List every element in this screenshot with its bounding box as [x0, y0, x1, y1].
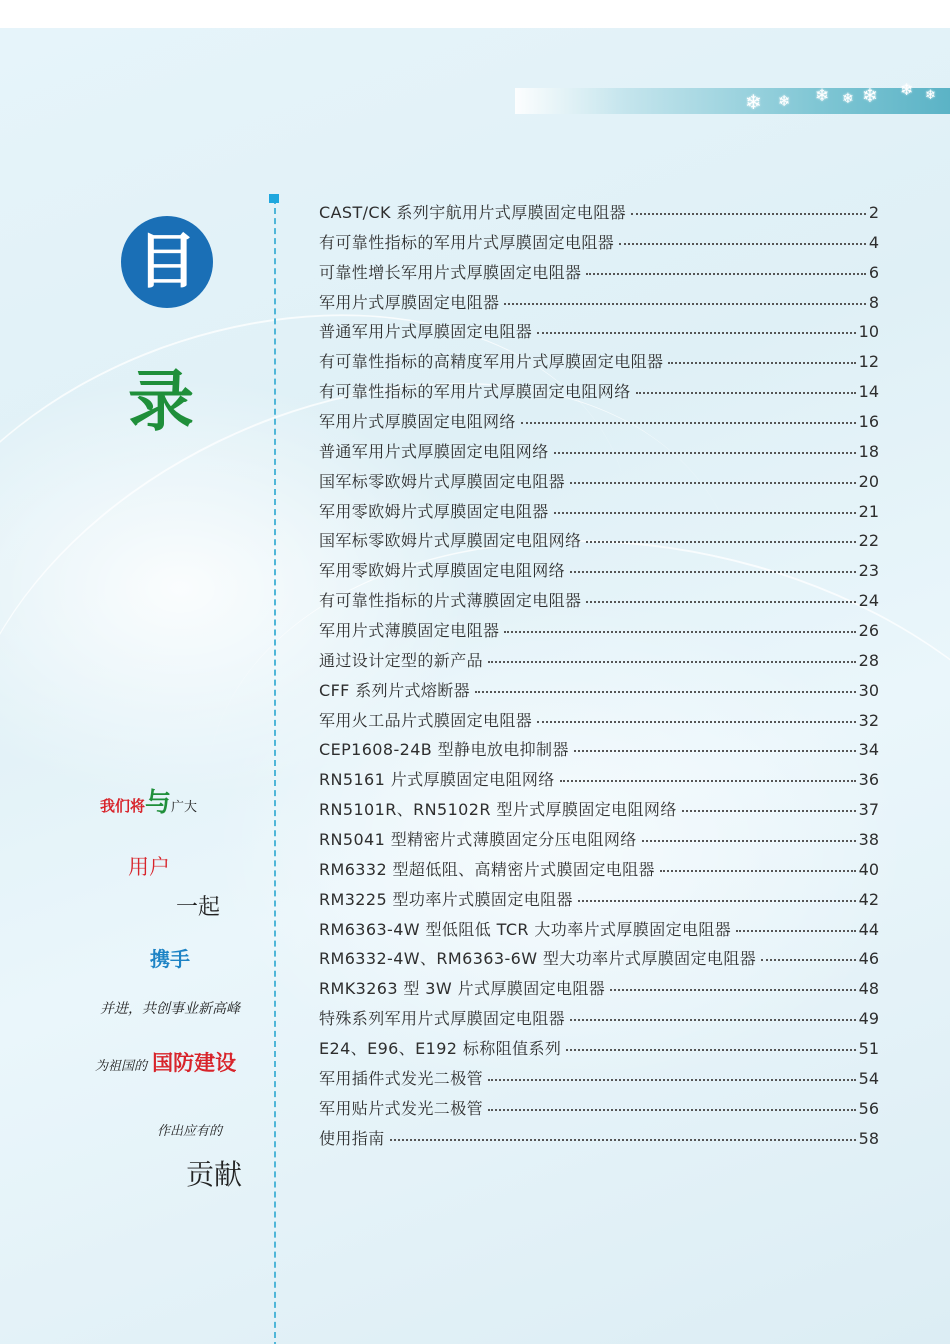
snowflake-icon: ❄: [815, 86, 830, 106]
slogan-line-5: 并进，共创事业新高峰: [100, 1001, 240, 1017]
toc-entry-page: 46: [858, 949, 879, 969]
toc-entry[interactable]: [319, 319, 879, 349]
toc-entry-page: 38: [858, 830, 879, 850]
toc-entry[interactable]: [319, 648, 879, 678]
toc-entry[interactable]: [319, 737, 879, 767]
toc-leader-dots: [521, 421, 856, 424]
toc-leader-dots: [570, 570, 856, 573]
toc-leader-dots: [586, 272, 865, 275]
slogan-line-2: 用户: [128, 855, 170, 879]
toc-entry-page: 32: [858, 710, 879, 730]
title-second-character: 录: [128, 362, 194, 440]
toc-entry[interactable]: [319, 588, 879, 618]
toc-entry[interactable]: [319, 887, 879, 917]
toc-entry-page: 4: [868, 232, 879, 252]
toc-entry-page: 44: [858, 919, 879, 939]
toc-entry[interactable]: [319, 469, 879, 499]
toc-entry-page: 28: [858, 650, 879, 670]
toc-leader-dots: [390, 1138, 856, 1141]
toc-entry-title: RN5101R、RN5102R 型片式厚膜固定电阻网络: [319, 800, 677, 820]
toc-entry[interactable]: [319, 230, 879, 260]
toc-entry-title: CFF 系列片式熔断器: [319, 680, 471, 700]
toc-entry-page: 37: [858, 800, 879, 820]
toc-leader-dots: [578, 899, 856, 902]
toc-entry-title: 可靠性增长军用片式厚膜固定电阻器: [319, 262, 582, 282]
toc-entry[interactable]: [319, 1006, 879, 1036]
toc-entry-title: 使用指南: [319, 1128, 385, 1148]
toc-entry-page: 20: [858, 471, 879, 491]
toc-entry-title: 军用火工品片式膜固定电阻器: [319, 710, 533, 730]
toc-entry-page: 48: [858, 979, 879, 999]
toc-entry[interactable]: [319, 767, 879, 797]
toc-leader-dots: [554, 451, 856, 454]
table-of-contents: [319, 200, 879, 1156]
toc-entry[interactable]: [319, 618, 879, 648]
toc-leader-dots: [682, 809, 856, 812]
toc-entry[interactable]: [319, 797, 879, 827]
toc-entry-title: CAST/CK 系列宇航用片式厚膜固定电阻器: [319, 203, 626, 222]
toc-leader-dots: [537, 331, 855, 334]
toc-entry-page: 51: [858, 1039, 879, 1059]
toc-leader-dots: [736, 929, 855, 932]
slogan-text: 与: [145, 788, 172, 818]
toc-entry-page: 16: [858, 412, 879, 432]
toc-leader-dots: [586, 540, 855, 543]
toc-entry[interactable]: [319, 1096, 879, 1126]
toc-leader-dots: [554, 511, 856, 514]
toc-entry-page: 14: [858, 382, 879, 402]
toc-entry[interactable]: [319, 200, 879, 230]
toc-entry-title: 军用零欧姆片式厚膜固定电阻器: [319, 501, 549, 521]
toc-entry-title: 特殊系列军用片式厚膜固定电阻器: [319, 1009, 566, 1029]
toc-entry-page: 40: [858, 859, 879, 879]
toc-entry[interactable]: [319, 708, 879, 738]
toc-entry-title: RN5041 型精密片式薄膜固定分压电阻网络: [319, 830, 637, 850]
toc-leader-dots: [488, 1078, 856, 1081]
snowflake-icon: ❄: [862, 85, 878, 107]
toc-entry-page: 8: [868, 292, 879, 312]
slogan-line-4: 携手: [150, 947, 190, 971]
slogan-text: 我们将: [100, 797, 146, 815]
toc-entry-page: 18: [858, 441, 879, 461]
slogan-text: 为祖国的: [95, 1059, 148, 1074]
toc-entry-page: 49: [858, 1009, 879, 1029]
toc-entry-title: RM6332 型超低阻、高精密片式膜固定电阻器: [319, 859, 655, 879]
toc-entry-title: 军用插件式发光二极管: [319, 1068, 484, 1088]
toc-entry-title: RM6332-4W、RM6363-6W 型大功率片式厚膜固定电阻器: [319, 949, 757, 969]
toc-entry-page: 30: [858, 680, 879, 700]
toc-leader-dots: [566, 1048, 855, 1051]
toc-entry-page: 12: [858, 352, 879, 372]
toc-leader-dots: [570, 481, 856, 484]
toc-entry-page: 6: [868, 262, 879, 282]
divider-marker: [269, 194, 279, 203]
toc-entry-title: RMK3263 型 3W 片式厚膜固定电阻器: [319, 979, 606, 999]
toc-entry[interactable]: [319, 857, 879, 887]
toc-entry[interactable]: [319, 678, 879, 708]
toc-entry-page: 23: [858, 561, 879, 581]
toc-entry-title: RN5161 片式厚膜固定电阻网络: [319, 770, 555, 790]
catalog-page: [0, 28, 950, 1344]
toc-entry[interactable]: [319, 1066, 879, 1096]
toc-entry-title: 有可靠性指标的军用片式厚膜固定电阻网络: [319, 382, 631, 402]
toc-entry-page: 21: [858, 501, 879, 521]
toc-entry[interactable]: [319, 558, 879, 588]
toc-entry-title: RM6363-4W 型低阻低 TCR 大功率片式厚膜固定电阻器: [319, 919, 732, 939]
toc-entry[interactable]: [319, 260, 879, 290]
toc-leader-dots: [636, 391, 856, 394]
toc-entry-page: 42: [858, 889, 879, 909]
slogan-line-8: 贡献: [186, 1158, 243, 1191]
toc-entry[interactable]: [319, 409, 879, 439]
toc-leader-dots: [488, 660, 856, 663]
toc-entry-page: 24: [858, 591, 879, 611]
toc-entry-page: 58: [858, 1128, 879, 1148]
slogan-line-3: 一起: [176, 895, 221, 920]
header-banner: [515, 88, 950, 114]
toc-entry[interactable]: [319, 976, 879, 1006]
title-first-character: 目: [121, 216, 213, 308]
toc-entry-title: 军用贴片式发光二极管: [319, 1098, 484, 1118]
toc-leader-dots: [668, 361, 855, 364]
toc-leader-dots: [642, 839, 856, 842]
toc-leader-dots: [574, 749, 856, 752]
toc-entry-title: 军用零欧姆片式厚膜固定电阻网络: [319, 561, 566, 581]
toc-entry-page: 26: [858, 621, 879, 641]
toc-entry[interactable]: [319, 349, 879, 379]
toc-entry-page: 36: [858, 770, 879, 790]
toc-entry[interactable]: [319, 1036, 879, 1066]
toc-leader-dots: [488, 1108, 856, 1111]
toc-leader-dots: [570, 1018, 856, 1021]
toc-entry-title: 有可靠性指标的军用片式厚膜固定电阻器: [319, 232, 615, 252]
slogan-line-7: 作出应有的: [157, 1124, 223, 1139]
toc-entry[interactable]: [319, 827, 879, 857]
toc-entry[interactable]: [319, 1126, 879, 1156]
toc-entry-title: 普通军用片式厚膜固定电阻器: [319, 322, 533, 342]
slogan-line-1: [100, 790, 197, 816]
toc-entry-title: 国军标零欧姆片式厚膜固定电阻器: [319, 471, 566, 491]
slogan-text: 国防建设: [152, 1050, 237, 1075]
toc-entry-title: 国军标零欧姆片式厚膜固定电阻网络: [319, 531, 582, 551]
toc-entry[interactable]: [319, 917, 879, 947]
toc-entry-title: E24、E96、E192 标称阻值系列: [319, 1039, 562, 1059]
toc-entry-title: 军用片式厚膜固定电阻网络: [319, 412, 516, 432]
toc-entry-page: 2: [868, 203, 879, 222]
toc-entry[interactable]: [319, 439, 879, 469]
toc-entry-title: 通过设计定型的新产品: [319, 650, 484, 670]
toc-leader-dots: [504, 630, 855, 633]
toc-entry-page: 22: [858, 531, 879, 551]
toc-entry-title: CEP1608-24B 型静电放电抑制器: [319, 740, 569, 760]
toc-entry-page: 10: [858, 322, 879, 342]
toc-entry-page: 56: [858, 1098, 879, 1118]
toc-entry[interactable]: [319, 290, 879, 320]
snowflake-icon: ❄: [778, 92, 791, 110]
toc-leader-dots: [761, 958, 856, 961]
toc-entry[interactable]: [319, 528, 879, 558]
vertical-divider: [274, 198, 276, 1344]
toc-leader-dots: [504, 302, 865, 305]
toc-leader-dots: [560, 779, 856, 782]
toc-entry[interactable]: [319, 379, 879, 409]
slogan-line-6: [95, 1052, 236, 1073]
toc-entry[interactable]: [319, 499, 879, 529]
snowflake-icon: ❄: [900, 80, 914, 99]
snowflake-icon: ❄: [842, 91, 854, 107]
toc-leader-dots: [610, 988, 855, 991]
snowflake-icon: ❄: [925, 88, 936, 103]
toc-leader-dots: [660, 869, 856, 872]
toc-entry-page: 54: [858, 1068, 879, 1088]
snowflake-icon: ❄: [745, 90, 762, 114]
toc-entry-title: RM3225 型功率片式膜固定电阻器: [319, 889, 573, 909]
toc-leader-dots: [619, 242, 866, 245]
toc-entry-title: 普通军用片式厚膜固定电阻网络: [319, 441, 549, 461]
toc-entry-title: 军用片式厚膜固定电阻器: [319, 292, 500, 312]
slogan-text: 广大: [171, 800, 198, 815]
toc-entry-title: 军用片式薄膜固定电阻器: [319, 621, 500, 641]
toc-entry-page: 34: [858, 740, 879, 760]
toc-entry-title: 有可靠性指标的片式薄膜固定电阻器: [319, 591, 582, 611]
toc-leader-dots: [475, 690, 856, 693]
toc-leader-dots: [537, 720, 855, 723]
toc-entry[interactable]: [319, 946, 879, 976]
toc-entry-title: 有可靠性指标的高精度军用片式厚膜固定电阻器: [319, 352, 664, 372]
toc-leader-dots: [586, 600, 855, 603]
toc-leader-dots: [631, 212, 866, 215]
